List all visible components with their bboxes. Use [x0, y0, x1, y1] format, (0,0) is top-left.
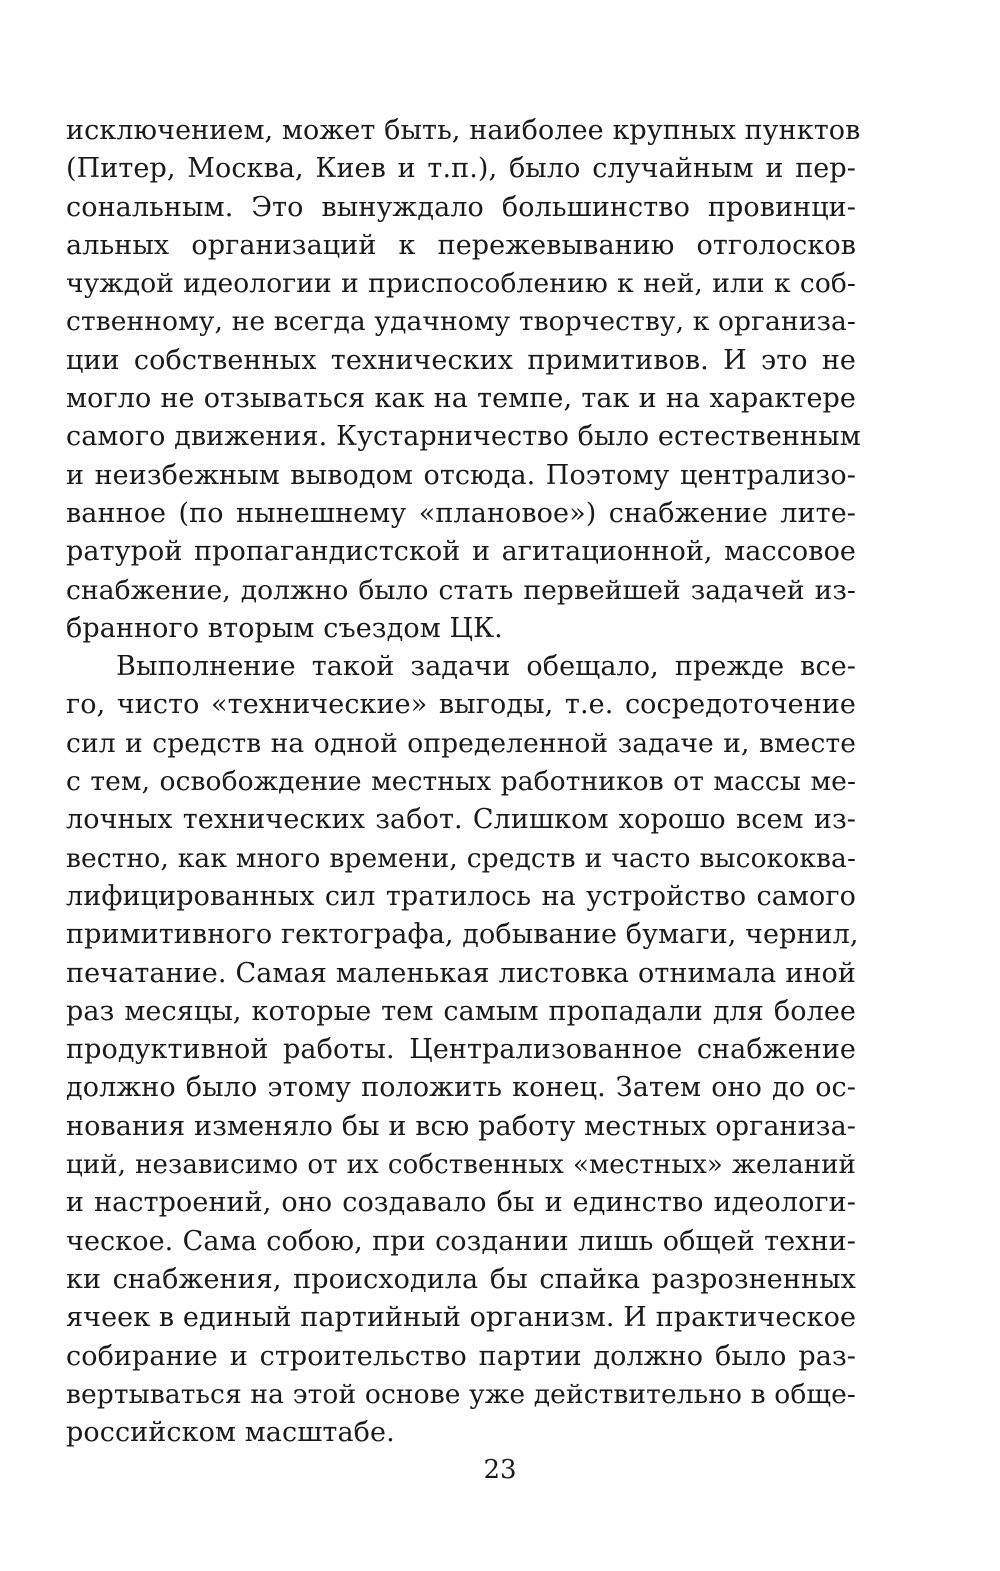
text-line: ванное (по нынешнему «плановое») снабжение лите-: [66, 497, 856, 529]
text-line: исключением, может быть, наиболее крупных пунктов: [66, 115, 861, 146]
text-line: ратурой пропагандистской и агитационной, массовое: [66, 536, 856, 568]
page-number: 23: [483, 1455, 517, 1485]
text-line: снабжение, должно было стать первейшей задачей из-: [66, 574, 856, 606]
text-line: самого движения. Кустарничество было естественным: [66, 421, 861, 453]
text-line: ки снабжения, происходила бы спайка разрозненных: [66, 1263, 856, 1295]
text-line: продуктивной работы. Централизованное снабжение: [66, 1034, 856, 1066]
text-line: примитивного гектографа, добывание бумаги, чернил,: [66, 919, 859, 951]
text-line: нования изменяло бы и всю работу местных организа-: [66, 1110, 856, 1142]
page-body: [66, 112, 861, 1452]
text-line: раз месяцы, которые тем самым пропадали для более: [66, 995, 856, 1027]
text-line: ственному, не всегда удачному творчеству, к организа-: [66, 306, 856, 338]
text-line: ческое. Сама собою, при создании лишь общей техни-: [66, 1225, 856, 1257]
text-line: Выполнение такой задачи обещало, прежде все-: [116, 651, 856, 683]
text-line: собирание и строительство партии должно было раз-: [66, 1340, 856, 1372]
text-line: чуждой идеологии и приспособлению к ней, или к соб-: [66, 268, 856, 300]
text-line: с тем, освобождение местных работников от массы ме-: [66, 766, 856, 798]
text-line: вертываться на этой основе уже действительно в обще-: [66, 1378, 856, 1410]
text-line: ячеек в единый партийный организм. И практическое: [66, 1302, 857, 1334]
text-line: (Питер, Москва, Киев и т.п.), было случайным и пер-: [66, 153, 856, 185]
paragraph-2: [66, 648, 859, 1452]
text-line: и настроений, оно создавало бы и единство идеологи-: [66, 1187, 856, 1219]
text-line: печатание. Самая маленькая листовка отнимала иной: [66, 957, 856, 989]
text-line: го, чисто «технические» выгоды, т.е. сосредоточение: [66, 689, 856, 721]
text-line: ций, независимо от их собственных «местных» желаний: [66, 1150, 856, 1181]
text-line: альных организаций к пережевыванию отголосков: [66, 229, 856, 261]
text-line: и неизбежным выводом отсюда. Поэтому централизо-: [66, 459, 856, 491]
text-line: сил и средств на одной определенной задаче и, вместе: [66, 727, 856, 759]
text-line: лочных технических забот. Слишком хорошо всем из-: [66, 804, 856, 836]
text-line: сональным. Это вынуждало большинство провинци-: [66, 191, 856, 223]
text-line: могло не отзываться как на темпе, так и на характере: [66, 383, 856, 415]
text-line: лифицированных сил тратилось на устройство самого: [66, 880, 856, 912]
text-line: бранного вторым съездом ЦК.: [66, 612, 503, 644]
text-line: должно было этому положить конец. Затем оно до ос-: [66, 1072, 856, 1104]
text-line: ции собственных технических примитивов. И это не: [66, 344, 856, 376]
paragraph-1: [66, 112, 861, 648]
text-line: российском масштабе.: [66, 1417, 395, 1449]
text-line: вестно, как много времени, средств и часто высококва-: [66, 842, 856, 874]
